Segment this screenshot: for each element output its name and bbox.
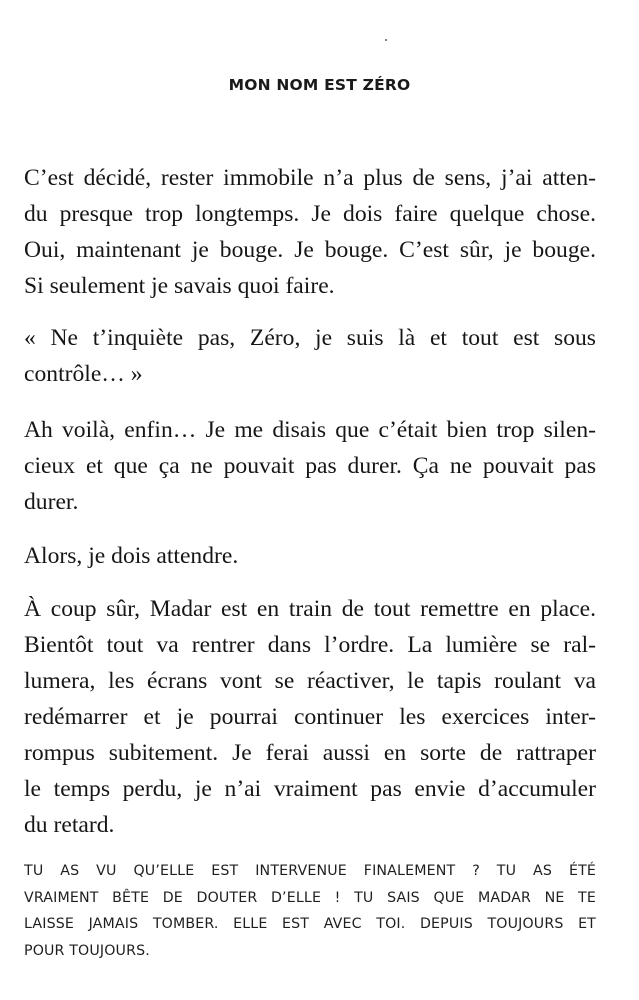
paragraph-2-quote — [24, 320, 596, 392]
text-line: « Ne t’inquiète pas, Zéro, je suis là et tout est sous — [24, 325, 596, 351]
text-line: Ah voilà, enfin… Je me disais que c’était bien trop silen- — [24, 417, 596, 443]
text-line: durer. — [24, 489, 79, 515]
text-line: À coup sûr, Madar est en train de tout remettre en place. — [24, 596, 596, 622]
text-line: le temps perdu, je n’ai vraiment pas envie d’accumuler — [24, 776, 596, 802]
print-speck — [385, 39, 387, 41]
text-line: POUR TOUJOURS. — [24, 942, 150, 959]
paragraph-3 — [24, 412, 596, 520]
text-line: contrôle… » — [24, 361, 143, 387]
text-line: du retard. — [24, 812, 115, 838]
text-line: cieux et que ça ne pouvait pas durer. Ça ne pouvait pas — [24, 453, 596, 479]
text-line: Bientôt tout va rentrer dans l’ordre. La lumière se ral- — [24, 632, 596, 658]
text-line: du presque trop longtemps. Je dois faire quelque chose. — [24, 201, 596, 227]
paragraph-1 — [24, 160, 596, 304]
inner-voice-paragraph — [24, 858, 596, 964]
text-line: VRAIMENT BÊTE DE DOUTER D’ELLE ! TU SAIS QUE MADAR NE TE — [24, 889, 596, 906]
text-line: Si seulement je savais quoi faire. — [24, 273, 335, 299]
text-line: redémarrer et je pourrai continuer les exercices inter- — [24, 704, 596, 730]
running-title: MON NOM EST ZÉRO — [228, 76, 411, 94]
text-line: rompus subitement. Je ferai aussi en sorte de rattraper — [24, 740, 596, 766]
text-line: TU AS VU QU’ELLE EST INTERVENUE FINALEMENT ? TU AS ÉTÉ — [24, 863, 596, 879]
paragraph-5 — [24, 591, 596, 843]
text-line: lumera, les écrans vont se réactiver, le tapis roulant va — [24, 668, 596, 694]
text-line: Oui, maintenant je bouge. Je bouge. C’est sûr, je bouge. — [24, 237, 596, 263]
text-line: C’est décidé, rester immobile n’a plus de sens, j’ai atten- — [24, 165, 596, 191]
text-line: Alors, je dois attendre. — [24, 543, 239, 569]
text-line: LAISSE JAMAIS TOMBER. ELLE EST AVEC TOI. DEPUIS TOUJOURS ET — [24, 916, 596, 932]
paragraph-4 — [24, 538, 596, 574]
